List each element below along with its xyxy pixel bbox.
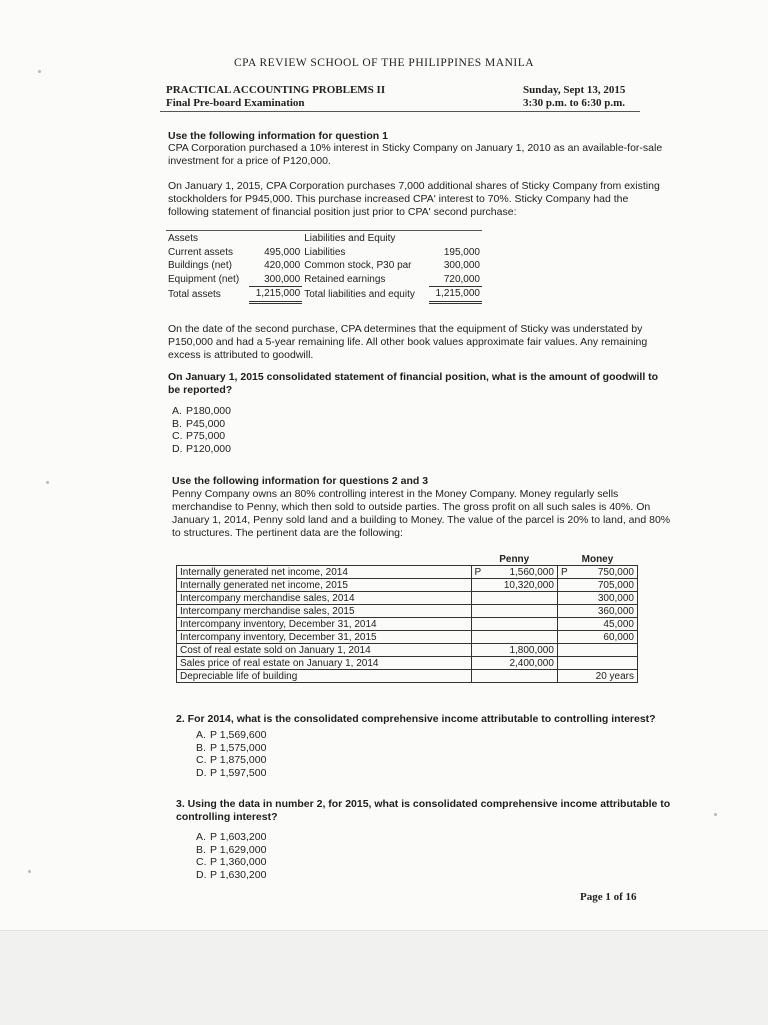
q3-option-a[interactable]: [196, 831, 266, 844]
pm-header-penny: Penny: [471, 553, 557, 566]
fp-liability-label: Liabilities: [304, 246, 346, 258]
q1-option-a[interactable]: [172, 405, 231, 418]
q1-question-a: On January 1, 2015 consolidated statement of financial position, what is the amount of goodwill to: [168, 371, 659, 383]
fp-liability-label: Common stock, P30 par: [304, 260, 412, 272]
option-letter: B.: [172, 417, 182, 430]
option-text: P 1,603,200: [210, 831, 267, 843]
pm-money-currency: P: [557, 566, 575, 579]
q1-options: [172, 405, 231, 455]
pm-row: [177, 579, 638, 592]
scan-speck: [28, 870, 31, 873]
pm-penny-value: [489, 618, 558, 631]
fp-asset-label: Equipment (net): [168, 274, 240, 285]
q1-paragraph-1b: investment for a price of P120,000.: [168, 155, 331, 167]
q1-question-b: be reported?: [168, 384, 233, 396]
pm-money-currency: [557, 644, 575, 657]
pm-row-label: Depreciable life of building: [177, 670, 472, 683]
pm-penny-value: [489, 631, 558, 644]
scan-speck: [46, 481, 49, 484]
q23-paragraph-c: January 1, 2014, Penny sold land and a building to Money. The value of the parcel is 20% to land, and 80%: [172, 514, 671, 526]
fp-header-liabilities: Liabilities and Equity: [304, 233, 396, 245]
option-letter: D.: [196, 868, 207, 881]
pm-penny-currency: [471, 605, 489, 618]
q2-question: 2. For 2014, what is the consolidated comprehensive income attributable to controlling interest?: [176, 713, 656, 725]
pm-row-label: Cost of real estate sold on January 1, 2014: [177, 644, 472, 657]
q23-paragraph-d: to structures. The pertinent data are the following:: [172, 527, 403, 539]
q3-option-d[interactable]: [196, 869, 266, 882]
pm-header-row: [177, 553, 638, 566]
pm-penny-currency: [471, 592, 489, 605]
q1-paragraph-2c: following statement of financial position just prior to CPA' second purchase:: [168, 206, 517, 218]
q1-option-b[interactable]: [172, 418, 231, 431]
q3-option-c[interactable]: [196, 856, 266, 869]
school-name: CPA REVIEW SCHOOL OF THE PHILIPPINES MANILA: [233, 57, 535, 69]
fp-row: [166, 246, 482, 260]
pm-penny-value: [489, 670, 558, 683]
pm-row: [177, 631, 638, 644]
fp-header-row: [166, 232, 482, 246]
option-text: P45,000: [186, 417, 226, 430]
option-letter: D.: [172, 442, 183, 455]
fp-row: [166, 287, 482, 303]
pm-penny-currency: [471, 579, 489, 592]
q1-option-c[interactable]: [172, 430, 231, 443]
fp-liability-value: 195,000: [443, 246, 480, 258]
q2-option-b[interactable]: [196, 742, 266, 755]
fp-liability-value: 1,215,000: [429, 287, 482, 303]
q3-options: [196, 831, 266, 881]
q2-option-d[interactable]: [196, 767, 266, 780]
pm-row-label: Intercompany merchandise sales, 2014: [177, 592, 472, 605]
fp-asset-label: Current assets: [168, 246, 234, 258]
pm-penny-value: [489, 592, 558, 605]
pm-row-label: Internally generated net income, 2014: [177, 566, 472, 579]
q1-paragraph-3a: On the date of the second purchase, CPA determines that the equipment of Sticky was understated by: [168, 323, 643, 335]
pm-money-currency: [557, 670, 575, 683]
penny-money-table: [176, 553, 638, 683]
pm-money-value: 45,000: [575, 618, 637, 631]
q2-option-c[interactable]: [196, 754, 266, 767]
pm-money-value: 750,000: [575, 566, 637, 579]
pm-money-currency: [557, 579, 575, 592]
scan-bottom-margin: [0, 930, 768, 1025]
pm-money-value: 20 years: [575, 670, 637, 683]
option-letter: A.: [196, 831, 206, 843]
option-text: P 1,629,000: [210, 843, 267, 856]
pm-money-currency: [557, 592, 575, 605]
fp-table-top-rule: [166, 230, 482, 231]
option-letter: B.: [196, 741, 206, 754]
option-text: P120,000: [186, 442, 231, 455]
financial-position-table: [166, 232, 482, 304]
pm-money-value: [575, 657, 637, 670]
pm-row-label: Intercompany inventory, December 31, 2015: [177, 631, 472, 644]
pm-row-label: Intercompany merchandise sales, 2015: [177, 605, 472, 618]
q2-option-a[interactable]: [196, 729, 266, 742]
q1-paragraph-2b: stockholders for P945,000. This purchase increased CPA' interest to 70%. Sticky Company had the: [168, 193, 629, 205]
pm-penny-value: 1,800,000: [489, 644, 558, 657]
scan-speck: [714, 813, 717, 816]
option-text: P180,000: [186, 405, 231, 417]
page-number: Page 1 of 16: [580, 891, 637, 903]
q1-paragraph-2a: On January 1, 2015, CPA Corporation purchases 7,000 additional shares of Sticky Company from existing: [168, 180, 660, 192]
pm-row: [177, 670, 638, 683]
header-rule: [160, 111, 640, 112]
pm-money-currency: [557, 605, 575, 618]
option-letter: A.: [196, 729, 206, 741]
pm-header-money: Money: [557, 553, 637, 566]
fp-asset-value: 420,000: [264, 260, 301, 272]
option-text: P 1,360,000: [210, 856, 267, 868]
pm-row: [177, 644, 638, 657]
pm-money-currency: [557, 618, 575, 631]
pm-money-value: [575, 644, 637, 657]
fp-header-assets: Assets: [168, 233, 199, 245]
exam-time: 3:30 p.m. to 6:30 p.m.: [523, 97, 626, 109]
pm-penny-value: 2,400,000: [489, 657, 558, 670]
q1-paragraph-1a: CPA Corporation purchased a 10% interest in Sticky Company on January 1, 2010 as an available-for-sale: [168, 142, 663, 154]
exam-title: Final Pre-board Examination: [166, 97, 305, 109]
pm-penny-currency: [471, 618, 489, 631]
q1-paragraph-3c: excess is attributed to goodwill.: [168, 349, 314, 361]
scan-speck: [38, 70, 41, 73]
pm-penny-currency: [471, 670, 489, 683]
option-letter: B.: [196, 843, 206, 856]
fp-liability-label: Total liabilities and equity: [304, 288, 415, 300]
fp-liability-value: 720,000: [429, 273, 482, 287]
option-text: P 1,569,600: [210, 729, 267, 741]
pm-penny-currency: [471, 644, 489, 657]
pm-money-value: 300,000: [575, 592, 637, 605]
pm-penny-value: 10,320,000: [489, 579, 558, 592]
pm-penny-currency: [471, 657, 489, 670]
pm-money-value: 360,000: [575, 605, 637, 618]
option-letter: C.: [196, 754, 207, 766]
fp-asset-value: 495,000: [264, 246, 301, 258]
q2-options: [196, 729, 266, 779]
pm-penny-currency: P: [471, 566, 489, 579]
q23-paragraph-a: Penny Company owns an 80% controlling interest in the Money Company. Money regularly sells: [172, 488, 619, 500]
pm-penny-value: 1,560,000: [489, 566, 558, 579]
option-text: P 1,875,000: [210, 754, 267, 766]
subject-title: PRACTICAL ACCOUNTING PROBLEMS II: [166, 84, 386, 96]
q3-question-b: controlling interest?: [176, 811, 278, 823]
q3-option-b[interactable]: [196, 844, 266, 857]
option-letter: C.: [196, 856, 207, 868]
q23-paragraph-b: merchandise to Penny, which then sold to outside parties. The gross profit on all such sales is 40%. On: [172, 501, 651, 513]
pm-row: [177, 592, 638, 605]
exam-date: Sunday, Sept 13, 2015: [523, 84, 626, 96]
fp-asset-value: 1,215,000: [249, 287, 302, 303]
q23-heading: Use the following information for questions 2 and 3: [172, 475, 429, 487]
fp-asset-value: 300,000: [249, 273, 302, 287]
q1-heading: Use the following information for question 1: [168, 130, 388, 142]
fp-liability-value: 300,000: [443, 260, 480, 272]
pm-money-value: 705,000: [575, 579, 637, 592]
pm-row-label: Sales price of real estate on January 1, 2014: [177, 657, 472, 670]
pm-money-value: 60,000: [575, 631, 637, 644]
fp-asset-label: Total assets: [168, 288, 221, 300]
q1-option-d[interactable]: [172, 443, 231, 456]
option-letter: C.: [172, 430, 183, 442]
pm-penny-currency: [471, 631, 489, 644]
pm-row: [177, 618, 638, 631]
option-text: P 1,630,200: [210, 868, 267, 881]
pm-money-currency: [557, 631, 575, 644]
fp-asset-label: Buildings (net): [168, 260, 232, 272]
option-text: P 1,575,000: [210, 741, 267, 754]
pm-row-label: Intercompany inventory, December 31, 2014: [177, 618, 472, 631]
pm-penny-value: [489, 605, 558, 618]
pm-row: [177, 566, 638, 579]
pm-row: [177, 605, 638, 618]
option-text: P75,000: [186, 430, 226, 442]
fp-liability-label: Retained earnings: [304, 274, 386, 285]
q1-paragraph-3b: P150,000 and had a 5-year remaining life. All other book values approximate fair values. Any remaining: [168, 336, 648, 348]
fp-row: [166, 259, 482, 273]
option-letter: D.: [196, 766, 207, 779]
option-text: P 1,597,500: [210, 766, 267, 779]
q3-question-a: 3. Using the data in number 2, for 2015, what is consolidated comprehensive income attributable to: [176, 798, 671, 810]
pm-row: [177, 657, 638, 670]
pm-row-label: Internally generated net income, 2015: [177, 579, 472, 592]
option-letter: A.: [172, 405, 182, 417]
fp-row: [166, 273, 482, 287]
pm-money-currency: [557, 657, 575, 670]
